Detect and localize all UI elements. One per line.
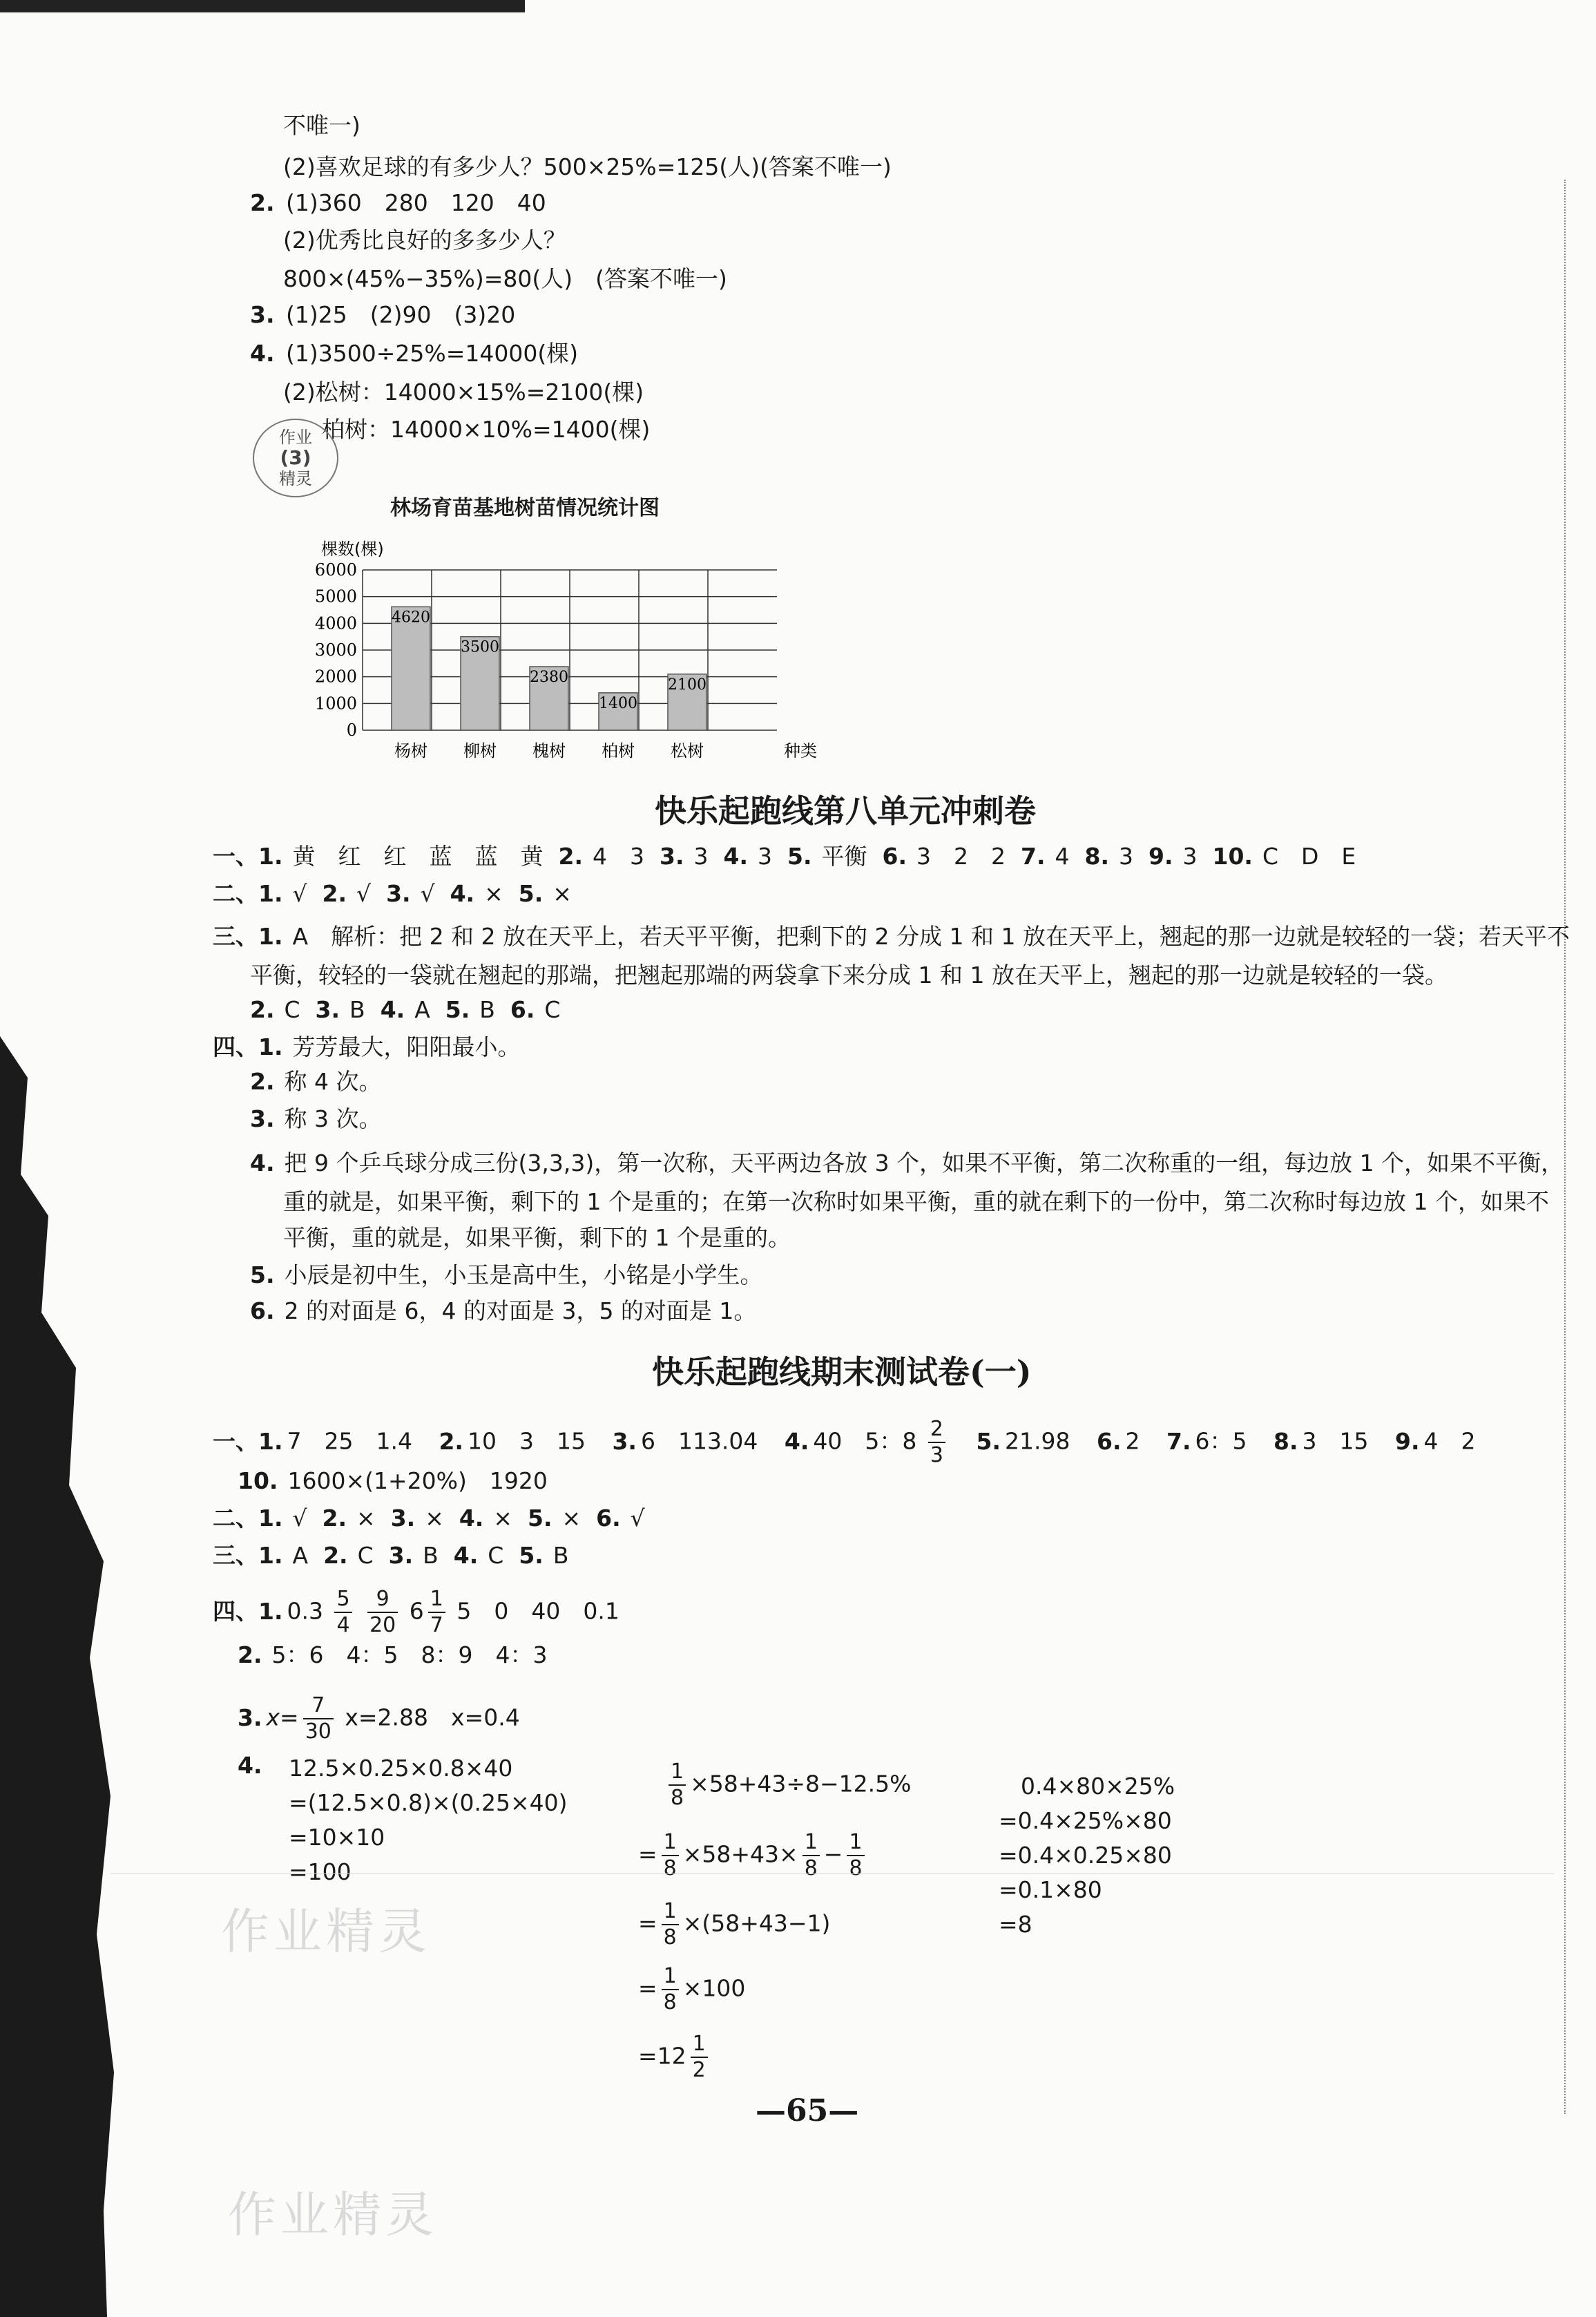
chart-bar-label: 3500 xyxy=(461,638,499,656)
calc-b-5: =12 $\frac{1}{2}$ xyxy=(638,2034,712,2081)
q2-a-text: (1)360 280 120 40 xyxy=(286,189,546,216)
item-text: B xyxy=(479,996,495,1023)
section8-title: 快乐起跑线第八单元冲刺卷 xyxy=(655,792,1036,830)
calc-a-3: =10×10 xyxy=(289,1824,385,1851)
final-title: 快乐起跑线期末测试卷(一) xyxy=(652,1353,1032,1391)
item-text: 4 xyxy=(1055,843,1070,870)
s8-p3c xyxy=(250,995,560,1025)
item-text: A xyxy=(292,1542,309,1569)
q4-line-b: (2)松树：14000×15%=2100(棵) xyxy=(283,379,644,406)
stamp-badge xyxy=(253,419,338,497)
item-text: √ xyxy=(292,1505,307,1532)
chart-ytick-label: 2000 xyxy=(314,667,357,687)
calc-c-4: =0.1×80 xyxy=(999,1876,1102,1903)
top-line-1: 不唯一) xyxy=(283,112,360,139)
chart-ylabel: 棵数(棵) xyxy=(321,540,384,559)
item-text: 小辰是初中生，小玉是高中生，小铭是小学生。 xyxy=(284,1261,763,1288)
item-number: 4. xyxy=(450,880,475,907)
watermark-2: 作业精灵 xyxy=(228,2186,438,2243)
item-text: √ xyxy=(630,1505,645,1532)
item-number: 4. xyxy=(459,1505,484,1532)
stamp-top: 作业 xyxy=(279,428,312,447)
item-number: 二、1. xyxy=(213,1505,283,1532)
item-number: 9. xyxy=(1148,843,1173,870)
item-text: √ xyxy=(420,880,435,907)
item-text: B xyxy=(349,996,365,1023)
item-number: 二、1. xyxy=(213,880,283,907)
item-text: 3 2 2 xyxy=(916,843,1006,870)
item-text: 称 4 次。 xyxy=(284,1068,382,1095)
item-number: 5. xyxy=(250,1261,275,1288)
item-number: 7. xyxy=(1021,843,1046,870)
q3-text: (1)25 (2)90 (3)20 xyxy=(286,301,516,328)
chart-category-label: 柏树 xyxy=(602,741,635,761)
item-number: 四、1. xyxy=(213,1033,283,1060)
item-text: 3 xyxy=(1182,843,1198,870)
top-line-2: (2)喜欢足球的有多少人？500×25%=125(人)(答案不唯一) xyxy=(283,153,892,180)
chart-ytick-label: 6000 xyxy=(314,560,357,580)
item-text: B xyxy=(423,1542,439,1569)
chart-category-label: 杨树 xyxy=(394,741,427,761)
item-number: 2. xyxy=(250,996,275,1023)
item-number: 2. xyxy=(323,1542,348,1569)
item-text: √ xyxy=(356,880,372,907)
scan-left-edge xyxy=(0,0,117,2317)
item-text: A xyxy=(414,996,430,1023)
item-number: 三、1. xyxy=(213,1542,283,1569)
item-text: 平衡 xyxy=(821,843,867,870)
calc-b-4: = $\frac{1}{8}$ ×100 xyxy=(638,1964,746,2014)
s8-p4-4c: 平衡，重的就是，如果平衡，剩下的 1 个是重的。 xyxy=(283,1224,791,1251)
chart-bar-label: 2380 xyxy=(530,668,568,686)
calc-a-1: 12.5×0.25×0.8×40 xyxy=(289,1755,513,1782)
item-number: 2. xyxy=(250,1068,275,1095)
chart-bar-label: 4620 xyxy=(392,609,430,627)
calc-c-1: 0.4×80×25% xyxy=(1021,1773,1175,1800)
item-text: C D E xyxy=(1262,843,1356,870)
item-text: C xyxy=(357,1542,374,1569)
f-p4-3: 3. x= $\frac{7}{30}$ x=2.88 x=0.4 xyxy=(238,1693,520,1744)
s8-p2 xyxy=(213,879,572,909)
item-number: 3. xyxy=(386,880,411,907)
f-p4-4-num: 4. xyxy=(238,1752,262,1779)
s8-p4-3 xyxy=(250,1104,381,1134)
item-text: 5：6 4：5 8：9 4：3 xyxy=(271,1641,548,1668)
item-text: 把 9 个乒乓球分成三份(3,3,3)，第一次称，天平两边各放 3 个，如果不平衡，第二次称重的一组，每边放 1 个，如果不平衡， xyxy=(284,1150,1564,1176)
item-number: 2. xyxy=(238,1641,262,1668)
chart-bar-label: 2100 xyxy=(668,676,706,694)
item-number: 2. xyxy=(322,1505,347,1532)
item-text: √ xyxy=(292,880,307,907)
q4-line-c: 柏树：14000×10%=1400(棵) xyxy=(322,416,651,443)
item-text: × xyxy=(425,1505,444,1532)
item-number: 4. xyxy=(250,1150,275,1176)
calc-c-3: =0.4×0.25×80 xyxy=(999,1842,1172,1869)
item-text: 4 3 xyxy=(593,843,644,870)
item-number: 5. xyxy=(519,1542,544,1569)
item-number: 三、1. xyxy=(213,923,283,950)
item-number: 4. xyxy=(380,996,405,1023)
watermark-1: 作业精灵 xyxy=(221,1903,431,1960)
item-number: 6. xyxy=(596,1505,621,1532)
calc-b-1: $\frac{1}{8}$ ×58+43÷8−12.5% xyxy=(664,1762,912,1809)
chart-category-label: 槐树 xyxy=(532,741,566,761)
q2-line-a xyxy=(250,188,546,218)
fold-line xyxy=(110,1873,1554,1874)
bar-chart xyxy=(297,532,836,767)
item-text: × xyxy=(484,880,503,907)
item-text: 3 xyxy=(758,843,772,870)
item-number: 5. xyxy=(528,1505,552,1532)
s8-p4-6 xyxy=(250,1296,756,1326)
item-number: 2. xyxy=(322,880,347,907)
item-number: 3. xyxy=(660,843,684,870)
chart-ytick-label: 4000 xyxy=(314,613,357,633)
f-p3 xyxy=(213,1541,568,1571)
item-text: × xyxy=(356,1505,376,1532)
item-text: C xyxy=(284,996,300,1023)
q3-line xyxy=(250,300,515,330)
chart-bar-label: 1400 xyxy=(599,694,637,712)
item-number: 3. xyxy=(390,1505,416,1532)
item-number: 5. xyxy=(787,843,812,870)
chart-ytick-label: 5000 xyxy=(314,587,357,607)
item-number: 10. xyxy=(238,1467,278,1494)
item-number: 8. xyxy=(1084,843,1109,870)
stamp-q4d: (3) xyxy=(280,446,311,469)
calc-b-2: = $\frac{1}{8}$ ×58+43× $\frac{1}{8}$ − $\frac{1}{8}$ xyxy=(638,1832,869,1879)
s8-p3b: 平衡，较轻的一袋就在翘起的那端，把翘起那端的两袋拿下来分成 1 和 1 放在天平上，翘起的那一边就是较轻的一袋。 xyxy=(250,962,1448,989)
q3-num: 3. xyxy=(250,301,275,328)
item-number: 4. xyxy=(453,1542,479,1569)
calc-c-2: =0.4×25%×80 xyxy=(999,1807,1172,1834)
item-number: 3. xyxy=(315,996,340,1023)
chart-ytick-label: 3000 xyxy=(314,640,357,660)
q2-line-b: (2)优秀比良好的多多少人？ xyxy=(283,227,566,254)
item-text: C xyxy=(488,1542,504,1569)
chart-title: 林场育苗基地树苗情况统计图 xyxy=(390,496,660,520)
s8-p4-4a xyxy=(250,1148,1564,1179)
s8-p1 xyxy=(213,841,1356,872)
s8-p4-2 xyxy=(250,1067,381,1097)
right-margin-line xyxy=(1564,180,1566,2114)
chart-xlabel: 种类 xyxy=(784,741,817,761)
stamp-bottom: 精灵 xyxy=(279,469,312,488)
item-number: 一、1. xyxy=(213,843,283,870)
q4-line-a xyxy=(250,339,578,369)
item-text: × xyxy=(552,880,572,907)
item-number: 3. xyxy=(388,1542,414,1569)
f-p4-1: 四、1. 0.3 $\frac{5}{4}$ $\frac{9}{20}$ 6 $\frac{1}{7}$ 5 0 40 0.1 xyxy=(213,1587,619,1637)
calc-b-3: = $\frac{1}{8}$ ×(58+43−1) xyxy=(638,1899,831,1949)
item-number: 2. xyxy=(558,843,583,870)
chart-category-label: 松树 xyxy=(671,741,704,761)
item-number: 5. xyxy=(518,880,544,907)
item-text: 1600×(1+20%) 1920 xyxy=(287,1467,548,1494)
calc-a-2: =(12.5×0.8)×(0.25×40) xyxy=(289,1789,568,1816)
item-number: 3. xyxy=(250,1105,275,1132)
q4-a-text: (1)3500÷25%=14000(棵) xyxy=(286,340,579,367)
chart-category-label: 柳树 xyxy=(463,741,497,761)
calc-c-5: =8 xyxy=(999,1911,1032,1938)
s8-p3a xyxy=(213,922,1570,952)
calc-a-4: =100 xyxy=(289,1858,352,1885)
item-number: 6. xyxy=(250,1297,275,1324)
item-text: 3 xyxy=(1119,843,1133,870)
item-number: 6. xyxy=(510,996,535,1023)
item-text: 3 xyxy=(693,843,709,870)
f-p2 xyxy=(213,1503,645,1534)
chart-ytick-label: 0 xyxy=(346,721,357,740)
item-text: A 解析：把 2 和 2 放在天平上，若天平平衡，把剩下的 2 分成 1 和 1 放在天平上，翘起的那一边就是较轻的一袋；若天平不 xyxy=(292,923,1570,950)
chart-ytick-label: 1000 xyxy=(314,694,357,714)
item-number: 4. xyxy=(723,843,748,870)
f-p1: 一、1. 7 25 1.4 2. 10 3 15 3. 6 113.04 4. 40 5：8 $\frac{2}{3}$ 5. 21.98 6. 2 7. 6：5 8. 3 15 9. 4 2 xyxy=(213,1417,1476,1467)
s8-p4-4b: 重的就是，如果平衡，剩下的 1 个是重的；在第一次称时如果平衡，重的就在剩下的一份中，第二次称时每边放 1 个，如果不 xyxy=(283,1188,1549,1215)
f-p1-10 xyxy=(238,1466,548,1496)
item-number: 5. xyxy=(445,996,470,1023)
item-number: 6. xyxy=(882,843,907,870)
item-text: × xyxy=(493,1505,512,1532)
q2-line-c: 800×(45%−35%)=80(人) (答案不唯一) xyxy=(283,265,727,292)
fraction-two-thirds: $\frac{2}{3}$ xyxy=(928,1419,945,1466)
item-text: 黄 红 红 蓝 蓝 黄 xyxy=(292,843,544,870)
q4-num: 4. xyxy=(250,340,275,367)
item-number: 10. xyxy=(1212,843,1253,870)
item-text: 芳芳最大，阳阳最小。 xyxy=(292,1033,521,1060)
q2-num: 2. xyxy=(250,189,275,216)
item-text: × xyxy=(561,1505,581,1532)
item-text: C xyxy=(544,996,561,1023)
item-text: B xyxy=(552,1542,569,1569)
item-text: 称 3 次。 xyxy=(284,1105,382,1132)
s8-p4-1 xyxy=(213,1032,521,1062)
page-number: —65— xyxy=(756,2093,859,2128)
f-p4-2 xyxy=(238,1640,547,1670)
item-text: 2 的对面是 6，4 的对面是 3，5 的对面是 1。 xyxy=(284,1297,757,1324)
s8-p4-5 xyxy=(250,1260,763,1290)
